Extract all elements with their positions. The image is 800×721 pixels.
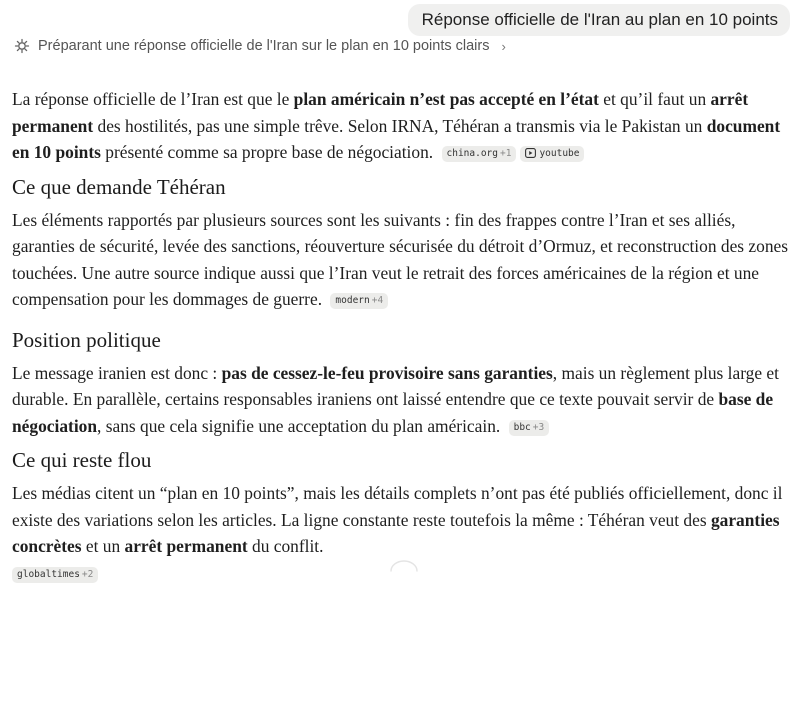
- source-chip-bbc[interactable]: bbc +3: [509, 420, 550, 436]
- play-icon: [525, 148, 536, 158]
- chevron-right-icon: ›: [501, 38, 506, 54]
- source-chip-china-org[interactable]: china.org +1: [442, 146, 517, 162]
- assistant-answer: [12, 86, 796, 586]
- thinking-summary-toggle[interactable]: [14, 38, 506, 54]
- heading-position: Position politique: [12, 327, 161, 352]
- intro-paragraph: La réponse officielle de l’Iran est que le plan américain n’est pas accepté en l’état et qu’il faut un arrêt permanent des hostilités, pas une simple trêve. Selon IRNA, Téhéran a transmis via le Pakistan un document en 10 points présenté comme sa propre base de négociation. china.org +1 youtube: [12, 89, 781, 162]
- position-paragraph: Le message iranien est donc : pas de cessez-le-feu provisoire sans garanties, mais un règlement plus large et durable. En parallèle, certains responsables iraniens ont laissé entendre que ce texte pouvait servir de base de négociation, sans que cela signifie une acceptation du plan américain. bbc +3: [12, 362, 779, 436]
- heading-flou: Ce qui reste flou: [12, 448, 152, 472]
- source-chip-globaltimes[interactable]: globaltimes +2: [12, 567, 98, 583]
- source-chip-youtube[interactable]: youtube: [520, 146, 584, 162]
- thinking-text: Préparant une réponse officielle de l'Iran sur le plan en 10 points clairs: [38, 38, 490, 54]
- user-message-bubble: Réponse officielle de l'Iran au plan en 10 points: [408, 4, 790, 36]
- flou-paragraph: Les médias citent un “plan en 10 points”, mais les détails complets n’ont pas été publiés officiellement, donc il existe des variations selon les articles. La ligne constante reste toutefois la même : Téhéran veut des garanties concrètes et un arrêt permanent du conflit. globaltimes +2: [12, 480, 796, 586]
- source-chip-modern[interactable]: modern +4: [330, 293, 388, 309]
- heading-demandes: Ce que demande Téhéran: [12, 174, 226, 199]
- loading-spinner-icon: [388, 558, 420, 574]
- demandes-paragraph: Les éléments rapportés par plusieurs sources sont les suivants : fin des frappes contre l’Iran et ses alliés, garanties de sécurité, levée des sanctions, réouverture sécurisée du détroit d’Ormuz, et reconstruction des zones touchées. Une autre source indique aussi que l’Iran veut le retrait des forces américaines de la région et une compensation pour les dommages de guerre. modern +4: [12, 209, 788, 309]
- sparkle-icon: [14, 38, 30, 54]
